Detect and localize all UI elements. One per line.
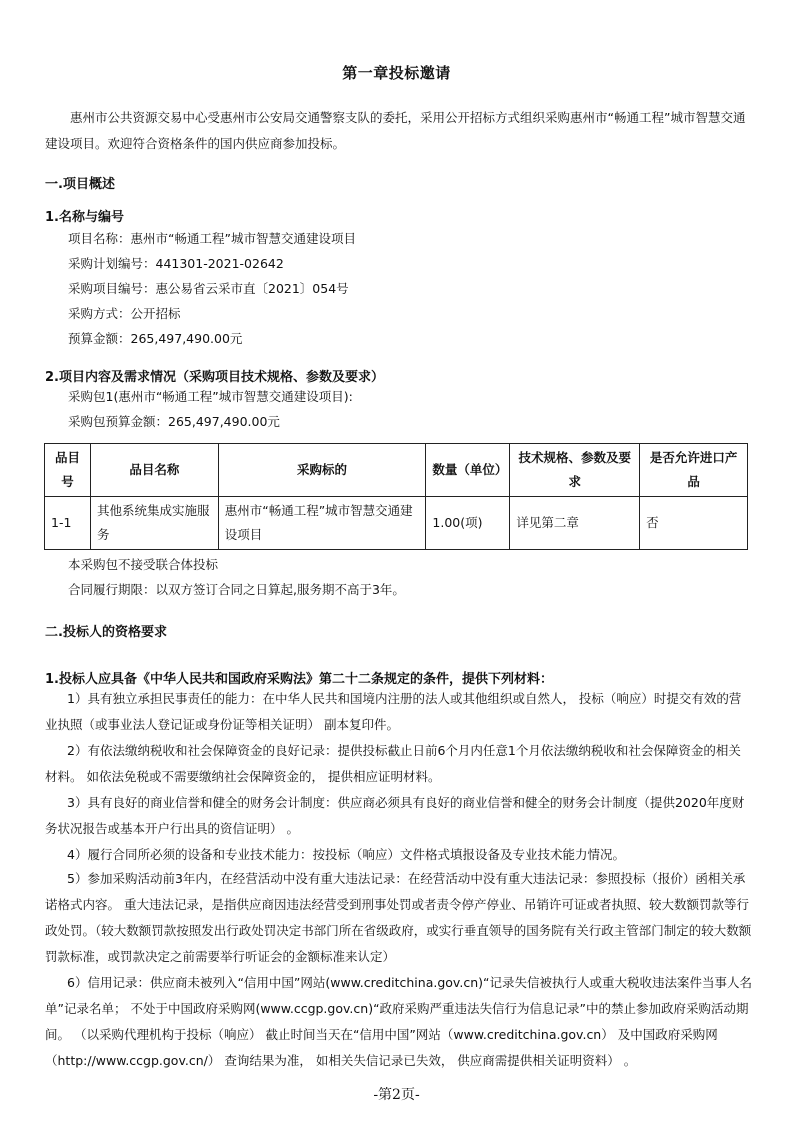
qualification-para-2: 2）有依法缴纳税收和社会保障资金的良好记录：提供投标截止日前6个月内任意1个月依法缴纳税收和社会保障资金的相关材料。 如依法免税或不需要缴纳社会保障资金的， 提供相应证明材料。 <box>45 743 741 784</box>
table-header: 是否允许进口产品 <box>640 444 748 497</box>
table-cell: 其他系统集成实施服务 <box>90 497 218 550</box>
qualification-para-3: 3）具有良好的商业信誉和健全的财务会计制度：供应商必须具有良好的商业信誉和健全的财务会计制度（提供2020年度财务状况报告或基本开户行出具的资信证明） 。 <box>45 795 745 836</box>
qualification-para-4: 4）履行合同所必须的设备和专业技术能力：按投标（响应）文件格式填报设备及专业技术能力情况。 <box>67 847 625 862</box>
project-name: 项目名称：惠州市“畅通工程”城市智慧交通建设项目 <box>68 231 356 246</box>
package-budget: 采购包预算金额：265,497,490.00元 <box>68 414 280 429</box>
contract-period-note: 合同履行期限：以双方签订合同之日算起,服务期不高于3年。 <box>68 582 405 597</box>
package-line: 采购包1(惠州市“畅通工程”城市智慧交通建设项目): <box>68 389 353 404</box>
qualification-para-5: 5）参加采购活动前3年内，在经营活动中没有重大违法记录：在经营活动中没有重大违法记录：参照投标（报价）函相关承诺格式内容。 重大违法记录，是指供应商因违法经营受到刑事处罚或者责令停产停业、吊销许可证或者执照、较大数额罚款等行政处罚。（较大数额罚款按照发出行政处罚决定书部门所在省级政府，或实行垂直领导的国务院有关行政主管部门制定的较大数额罚款标准，或罚款决定之前需要举行听证会的金额标准来认定） <box>45 871 752 964</box>
table-row <box>45 497 748 550</box>
table-header: 品目名称 <box>90 444 218 497</box>
plan-number: 采购计划编号：441301-2021-02642 <box>68 256 284 271</box>
table-header: 采购标的 <box>218 444 426 497</box>
table-header-row <box>45 444 748 497</box>
table-header: 品目号 <box>45 444 91 497</box>
budget-amount: 预算金额：265,497,490.00元 <box>68 331 243 346</box>
project-number: 采购项目编号：惠公易省云采市直〔2021〕054号 <box>68 281 349 296</box>
table-header: 技术规格、参数及要求 <box>510 444 640 497</box>
section2-heading: 二.投标人的资格要求 <box>45 625 167 640</box>
consortium-note: 本采购包不接受联合体投标 <box>68 557 219 572</box>
table-cell: 1.00(项) <box>426 497 510 550</box>
intro-paragraph: 惠州市公共资源交易中心受惠州市公安局交通警察支队的委托，采用公开招标方式组织采购惠州市“畅通工程”城市智慧交通建设项目。欢迎符合资格条件的国内供应商参加投标。 <box>45 110 746 151</box>
page-title: 第一章投标邀请 <box>342 64 451 82</box>
procurement-table <box>44 443 748 550</box>
section1-heading: 一.项目概述 <box>45 177 115 192</box>
page-number: -第2页- <box>373 1087 420 1103</box>
table-cell: 惠州市“畅通工程”城市智慧交通建设项目 <box>218 497 426 550</box>
procurement-method: 采购方式：公开招标 <box>68 306 181 321</box>
table-cell: 1-1 <box>45 497 91 550</box>
qualification-para-6: 6）信用记录：供应商未被列入“信用中国”网站(www.creditchina.gov.cn)“记录失信被执行人或重大税收违法案件当事人名单”记录名单； 不处于中国政府采购网(www.ccgp.gov.cn)“政府采购严重违法失信行为信息记录”中的禁止参加政府采购活动期间。 （以采购代理机构于投标（响应） 截止时间当天在“信用中国”网站（www.creditchina.gov.cn） 及中国政府采购网（http://www.ccgp.gov.cn/） 查询结果为准， 如相关失信记录已失效， 供应商需提供相关证明资料） 。 <box>45 975 752 1068</box>
section2-sub1-heading: 1.投标人应具备《中华人民共和国政府采购法》第二十二条规定的条件，提供下列材料： <box>45 672 553 687</box>
qualification-para-1: 1）具有独立承担民事责任的能力：在中华人民共和国境内注册的法人或其他组织或自然人， 投标（响应）时提交有效的营业执照（或事业法人登记证或身份证等相关证明） 副本复印件。 <box>45 691 742 732</box>
section1-sub2-heading: 2.项目内容及需求情况（采购项目技术规格、参数及要求） <box>45 370 384 385</box>
table-header: 数量（单位） <box>426 444 510 497</box>
table-cell: 详见第二章 <box>510 497 640 550</box>
section1-sub1-heading: 1.名称与编号 <box>45 210 124 225</box>
table-cell: 否 <box>640 497 748 550</box>
